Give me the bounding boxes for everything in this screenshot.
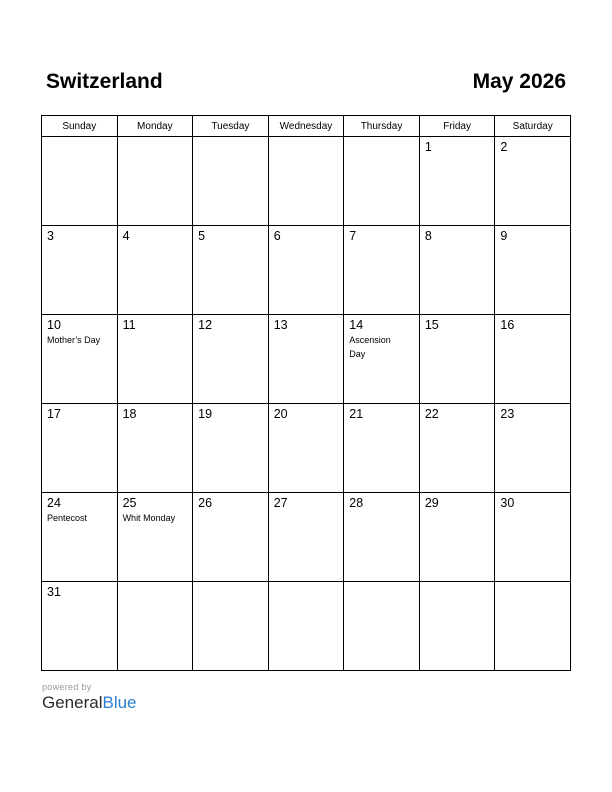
day-cell	[419, 315, 495, 404]
day-number: 16	[500, 318, 515, 332]
holiday-label: Pentecost	[47, 513, 88, 523]
brand-general: General	[42, 693, 103, 712]
day-number: 23	[500, 407, 515, 421]
day-cell	[42, 226, 118, 315]
day-number: 3	[47, 229, 54, 243]
day-number: 27	[273, 496, 288, 510]
day-number: 30	[500, 496, 515, 510]
weekday-saturday: Saturday	[495, 116, 571, 137]
day-cell	[268, 493, 344, 582]
day-number: 31	[47, 585, 61, 599]
day-cell	[42, 582, 118, 671]
week-row	[42, 315, 571, 404]
day-cell	[495, 315, 571, 404]
weekday-wednesday: Wednesday	[268, 116, 344, 137]
calendar-grid	[41, 115, 571, 671]
day-number: 11	[122, 318, 136, 332]
weekday-sunday: Sunday	[42, 116, 118, 137]
day-number: 17	[47, 407, 61, 421]
day-cell	[419, 226, 495, 315]
day-number: 24	[47, 496, 61, 510]
week-row	[42, 226, 571, 315]
day-cell	[42, 315, 118, 404]
week-row	[42, 404, 571, 493]
day-cell	[42, 404, 118, 493]
weekday-monday: Monday	[117, 116, 193, 137]
week-row	[42, 493, 571, 582]
day-cell	[193, 137, 269, 226]
day-cell	[42, 137, 118, 226]
day-cell	[495, 493, 571, 582]
day-number: 18	[122, 407, 137, 421]
day-cell	[42, 493, 118, 582]
day-number: 9	[500, 229, 508, 243]
day-number: 22	[424, 407, 439, 421]
calendar-header	[46, 70, 566, 98]
day-number: 10	[47, 318, 61, 332]
day-cell	[193, 493, 269, 582]
weekday-header-row	[42, 116, 571, 137]
weekday-tuesday: Tuesday	[193, 116, 269, 137]
holiday-label: Whit Monday	[122, 513, 176, 523]
day-cell	[419, 582, 495, 671]
footer	[42, 682, 137, 713]
day-cell	[117, 315, 193, 404]
day-cell	[193, 582, 269, 671]
day-cell	[193, 315, 269, 404]
day-number: 26	[198, 496, 213, 510]
holiday-label: Ascension Day	[349, 335, 391, 359]
day-number: 21	[349, 407, 364, 421]
day-cell	[193, 226, 269, 315]
day-number: 20	[273, 407, 288, 421]
day-cell	[495, 226, 571, 315]
day-cell	[268, 404, 344, 493]
day-cell	[495, 582, 571, 671]
day-number: 2	[500, 140, 508, 154]
day-cell	[419, 404, 495, 493]
week-row	[42, 582, 571, 671]
month-title: May 2026	[472, 70, 566, 93]
week-row	[42, 137, 571, 226]
brand-logo	[42, 693, 137, 713]
day-number: 6	[273, 229, 281, 243]
day-cell	[344, 404, 420, 493]
day-number: 25	[122, 496, 137, 510]
day-cell	[268, 582, 344, 671]
day-cell	[419, 493, 495, 582]
weekday-thursday: Thursday	[344, 116, 420, 137]
day-number: 28	[349, 496, 364, 510]
day-cell	[117, 404, 193, 493]
day-number: 1	[424, 140, 432, 154]
day-cell	[117, 226, 193, 315]
day-number: 8	[424, 229, 432, 243]
day-cell	[268, 226, 344, 315]
day-cell	[268, 315, 344, 404]
powered-by-text: powered by	[42, 682, 92, 692]
day-number: 15	[424, 318, 439, 332]
day-cell	[117, 582, 193, 671]
day-cell	[344, 315, 420, 404]
day-number: 14	[349, 318, 364, 332]
holiday-label: Mother’s Day	[47, 335, 101, 345]
day-cell	[495, 137, 571, 226]
day-cell	[495, 404, 571, 493]
day-cell	[344, 582, 420, 671]
day-number: 7	[349, 229, 357, 243]
country-title: Switzerland	[46, 70, 163, 93]
day-number: 5	[198, 229, 206, 243]
day-cell	[419, 137, 495, 226]
day-cell	[117, 493, 193, 582]
day-cell	[344, 226, 420, 315]
day-number: 4	[122, 229, 130, 243]
day-cell	[268, 137, 344, 226]
day-number: 19	[198, 407, 213, 421]
day-number: 12	[198, 318, 213, 332]
day-cell	[344, 493, 420, 582]
day-cell	[193, 404, 269, 493]
day-cell	[117, 137, 193, 226]
weekday-friday: Friday	[419, 116, 495, 137]
brand-blue: Blue	[102, 693, 137, 712]
day-number: 29	[424, 496, 439, 510]
day-cell	[344, 137, 420, 226]
day-number: 13	[273, 318, 288, 332]
